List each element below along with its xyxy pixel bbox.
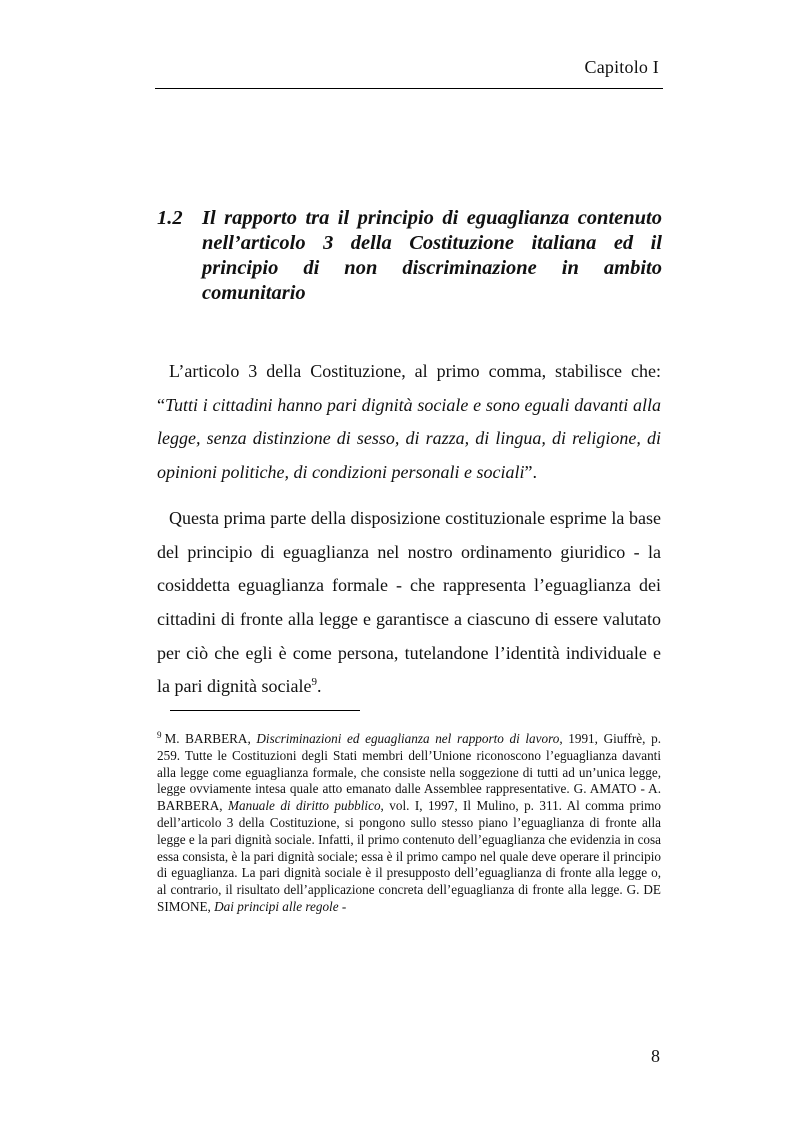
footnote-separator [170, 710, 360, 711]
paragraph-1 [157, 355, 661, 490]
footnote-title-1: Discriminazioni ed eguaglianza nel rapporto di lavoro [256, 731, 560, 746]
section-number: 1.2 [157, 207, 183, 229]
section-heading [157, 206, 662, 306]
paragraph-2-text: Questa prima parte della disposizione costituzionale esprime la base del principio di eguaglianza nel nostro ordinamento giuridico - la cosiddetta eguaglianza formale - che rappresenta l’eguaglianza dei cittadini di fronte alla legge e garantisce a ciascuno di essere valutato per ciò che egli è come persona, tutelandone l’identità individuale e la pari dignità sociale [157, 507, 661, 697]
footnote-mark: 9 [157, 730, 162, 740]
paragraph-1-tail: ”. [524, 462, 537, 483]
footnote-text-1: , 1991, Giuffrè, p. 259. Tutte le Costituzioni degli Stati membri dell’Unione riconoscono l’eguaglianza davanti alla legge come eguaglianza formale, che consiste nella soggezione di tutti ad un’unica legge, legge ovviamente intesa quale atto emanato dalle Assemblee rappresentative. G. AMATO - A. BARBERA, [157, 731, 661, 814]
footnote [157, 731, 661, 916]
header-rule [155, 88, 663, 89]
footnote-text-2: , vol. I, 1997, Il Mulino, p. 311. Al comma primo dell’articolo 3 della Costituzione, si pongono sullo stesso piano l’eguaglianza di fronte alla legge e la pari dignità sociale. Infatti, il primo contenuto dell’eguaglianza che evidenzia in cosa essa consista, è la pari dignità sociale; essa è il primo campo nel quale deve operare il principio di eguaglianza. La pari dignità sociale è il presupposto dell’eguaglianza di fronte alla legge o, al contrario, il risultato dell’applicazione concreta dell’eguaglianza di fronte alla legge. G. DE SIMONE, [157, 798, 662, 914]
footnote-title-2: Manuale di diritto pubblico [228, 798, 381, 814]
paragraph-2-end: . [316, 676, 322, 697]
running-header-chapter: Capitolo I [584, 57, 659, 77]
constitution-quote: Tutti i cittadini hanno pari dignità sociale e sono eguali davanti alla legge, senza distinzione di sesso, di razza, di lingua, di religione, di opinioni politiche, di condizioni personali e sociali [157, 394, 661, 483]
paragraph-2 [157, 502, 661, 704]
footnote-author-1: M. BARBERA, [164, 731, 257, 746]
section-title: Il rapporto tra il principio di eguaglianza contenuto nell’articolo 3 della Costituzione italiana ed il principio di non discriminazione in ambito comunitario [202, 207, 662, 304]
footnote-title-3: Dai principi alle regole - [214, 898, 347, 914]
body-text [157, 355, 661, 704]
footnote-reference[interactable]: 9 [311, 676, 317, 689]
page-number: 8 [651, 1046, 660, 1066]
paragraph-1-lead: L’articolo 3 della Costituzione, al primo comma, stabilisce che: “ [157, 361, 661, 415]
